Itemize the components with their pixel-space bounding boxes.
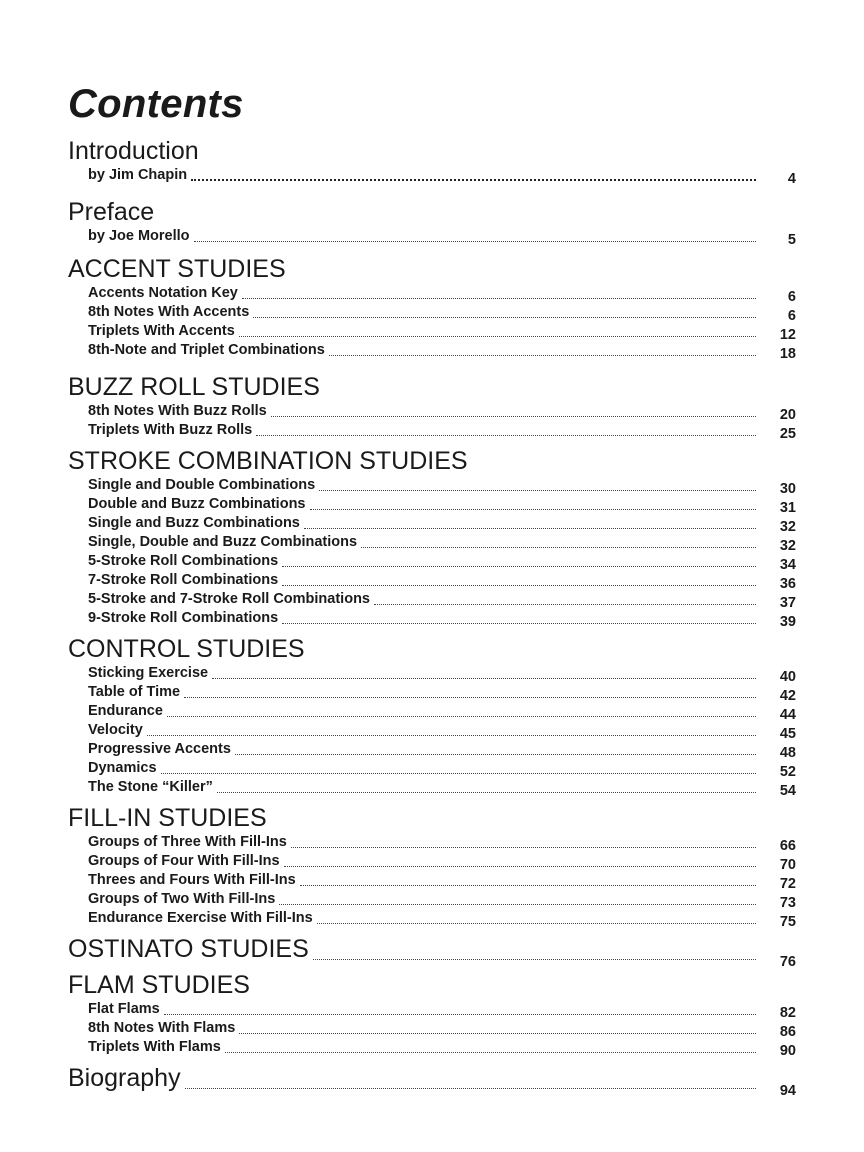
dot-leader [217, 782, 756, 793]
section-preface [68, 197, 796, 246]
toc-entry-page: 94 [779, 1083, 796, 1099]
dot-leader [271, 406, 756, 417]
toc-entry-page: 40 [779, 669, 796, 685]
dot-leader [194, 231, 756, 242]
toc-entry-page: 32 [779, 519, 796, 535]
toc-entry[interactable] [68, 571, 796, 590]
toc-entry-page: 75 [779, 914, 796, 930]
toc-entry[interactable] [68, 552, 796, 571]
section-control-studies [68, 634, 796, 797]
dot-leader [161, 763, 756, 774]
toc-entry[interactable] [68, 909, 796, 928]
toc-entry-label: Progressive Accents [88, 741, 231, 757]
toc-entry-page: 45 [779, 726, 796, 742]
toc-entry-page: 30 [779, 481, 796, 497]
toc-heading-entry-ostinato-studies[interactable] [68, 934, 796, 970]
dot-leader [361, 537, 756, 548]
toc-entry-label: Single and Buzz Combinations [88, 515, 300, 531]
toc-entry-label: Groups of Three With Fill-Ins [88, 834, 287, 850]
toc-entry-page: 6 [787, 308, 796, 324]
toc-entry-label: Flat Flams [88, 1001, 160, 1017]
toc-entry-label: Velocity [88, 722, 143, 738]
toc-entry-label: 8th-Note and Triplet Combinations [88, 342, 325, 358]
toc-entry[interactable] [68, 341, 796, 360]
section-introduction [68, 136, 796, 185]
toc-entry-page: 70 [779, 857, 796, 873]
toc-entry[interactable] [68, 402, 796, 421]
section-stroke-combination-studies [68, 446, 796, 628]
dot-leader [319, 480, 756, 491]
dot-leader [239, 1023, 756, 1034]
section-buzz-roll-studies [68, 372, 796, 440]
dot-leader [313, 949, 756, 960]
toc-entry[interactable] [68, 495, 796, 514]
toc-entry-label: Table of Time [88, 684, 181, 700]
toc-entry-label: Accents Notation Key [88, 285, 238, 301]
section-heading: Preface [68, 198, 155, 226]
toc-entry-page: 25 [779, 426, 796, 442]
toc-entry[interactable] [68, 421, 796, 440]
dot-leader [212, 668, 756, 679]
toc-entry-page: 32 [779, 538, 796, 554]
toc-entry-page: 73 [779, 895, 796, 911]
toc-entry-page: 31 [779, 500, 796, 516]
dot-leader [291, 837, 756, 848]
section-heading: FLAM STUDIES [68, 971, 250, 999]
toc-entry[interactable] [68, 683, 796, 702]
toc-entry-label: Single and Double Combinations [88, 477, 316, 493]
toc-entry-page: 6 [787, 289, 796, 305]
toc-entry[interactable] [68, 1019, 796, 1038]
toc-entry-label: by Joe Morello [88, 228, 190, 244]
toc-entry[interactable] [68, 303, 796, 322]
toc-entry-page: 36 [779, 576, 796, 592]
section-heading: BUZZ ROLL STUDIES [68, 373, 320, 401]
dot-leader [164, 1004, 756, 1015]
toc-entry-page: 20 [779, 407, 796, 423]
toc-entry[interactable] [68, 1000, 796, 1019]
toc-entry[interactable] [68, 778, 796, 797]
toc-entry-page: 34 [779, 557, 796, 573]
toc-entry-page: 44 [779, 707, 796, 723]
contents-page [68, 82, 796, 1099]
section-accent-studies [68, 254, 796, 360]
toc-entry[interactable] [68, 166, 796, 185]
dot-leader [253, 307, 756, 318]
section-flam-studies [68, 970, 796, 1057]
section-heading: STROKE COMBINATION STUDIES [68, 447, 468, 475]
toc-entry-label: 9-Stroke Roll Combinations [88, 610, 279, 626]
toc-entry-label: 8th Notes With Accents [88, 304, 250, 320]
toc-entry-page: 4 [787, 171, 796, 187]
section-heading: FILL-IN STUDIES [68, 804, 267, 832]
toc-entry-page: 37 [779, 595, 796, 611]
toc-entry-page: 52 [779, 764, 796, 780]
dot-leader [279, 894, 756, 905]
dot-leader [317, 913, 756, 924]
toc-entry[interactable] [68, 322, 796, 341]
toc-entry[interactable] [68, 871, 796, 890]
toc-entry-label: 8th Notes With Buzz Rolls [88, 403, 267, 419]
toc-entry-page: 39 [779, 614, 796, 630]
dot-leader [242, 288, 756, 299]
toc-entry[interactable] [68, 284, 796, 303]
toc-entry[interactable] [68, 852, 796, 871]
toc-entry-label: Endurance [88, 703, 163, 719]
toc-entry[interactable] [68, 721, 796, 740]
dot-leader [256, 425, 756, 436]
toc-entry[interactable] [68, 476, 796, 495]
toc-entry[interactable] [68, 759, 796, 778]
toc-entry-label: Triplets With Flams [88, 1039, 221, 1055]
toc-entry-label: Threes and Fours With Fill-Ins [88, 872, 296, 888]
dot-leader [300, 875, 756, 886]
section-heading: Biography [68, 1064, 181, 1092]
dot-leader [239, 326, 756, 337]
toc-entry-label: 7-Stroke Roll Combinations [88, 572, 279, 588]
dot-leader [167, 706, 756, 717]
dot-leader [282, 613, 756, 624]
dot-leader [282, 556, 756, 567]
toc-entry-page: 90 [779, 1043, 796, 1059]
section-fill-in-studies [68, 803, 796, 928]
toc-entry-label: 5-Stroke Roll Combinations [88, 553, 279, 569]
toc-entry-page: 72 [779, 876, 796, 892]
toc-entry-page: 5 [787, 232, 796, 248]
toc-entry-page: 12 [779, 327, 796, 343]
toc-entry[interactable] [68, 514, 796, 533]
toc-entry-page: 54 [779, 783, 796, 799]
dot-leader [147, 725, 756, 736]
toc-entry-label: Triplets With Buzz Rolls [88, 422, 253, 438]
toc-entry-page: 76 [779, 954, 796, 970]
toc-entry-page: 86 [779, 1024, 796, 1040]
toc-entry[interactable] [68, 1038, 796, 1057]
toc-entry[interactable] [68, 702, 796, 721]
section-heading: CONTROL STUDIES [68, 635, 305, 663]
toc-heading-entry-biography[interactable] [68, 1063, 796, 1099]
toc-entry-page: 42 [779, 688, 796, 704]
toc-entry-label: Endurance Exercise With Fill-Ins [88, 910, 313, 926]
toc-entry-page: 66 [779, 838, 796, 854]
toc-entry[interactable] [68, 664, 796, 683]
toc-entry-label: 5-Stroke and 7-Stroke Roll Combinations [88, 591, 370, 607]
page-title: Contents [68, 82, 244, 126]
dot-leader [284, 856, 756, 867]
toc-entry[interactable] [68, 833, 796, 852]
toc-entry-label: Dynamics [88, 760, 157, 776]
dot-leader [184, 687, 756, 698]
toc-entry-label: The Stone “Killer” [88, 779, 213, 795]
dot-leader [235, 744, 756, 755]
section-heading: ACCENT STUDIES [68, 255, 286, 283]
toc-entry-page: 18 [779, 346, 796, 362]
dot-leader [329, 345, 756, 356]
section-heading: OSTINATO STUDIES [68, 935, 309, 963]
toc-entry-label: Double and Buzz Combinations [88, 496, 306, 512]
dot-leader [310, 499, 757, 510]
toc-entry-label: by Jim Chapin [88, 167, 188, 183]
toc-entry-label: Groups of Two With Fill-Ins [88, 891, 276, 907]
toc-entry[interactable] [68, 590, 796, 609]
toc-entry[interactable] [68, 227, 796, 246]
toc-entry[interactable] [68, 890, 796, 909]
toc-entry-page: 82 [779, 1005, 796, 1021]
toc-entry-label: Groups of Four With Fill-Ins [88, 853, 280, 869]
section-heading: Introduction [68, 137, 199, 165]
toc-entry-page: 48 [779, 745, 796, 761]
toc-entry-label: 8th Notes With Flams [88, 1020, 236, 1036]
toc-entry[interactable] [68, 533, 796, 552]
toc-entry-label: Triplets With Accents [88, 323, 235, 339]
dot-leader [282, 575, 756, 586]
toc-entry[interactable] [68, 740, 796, 759]
dot-leader [374, 594, 756, 605]
dot-leader [185, 1078, 756, 1089]
dot-leader [191, 169, 756, 181]
toc-entry[interactable] [68, 609, 796, 628]
toc-entry-label: Sticking Exercise [88, 665, 209, 681]
toc-entry-label: Single, Double and Buzz Combinations [88, 534, 358, 550]
dot-leader [225, 1042, 756, 1053]
dot-leader [304, 518, 756, 529]
